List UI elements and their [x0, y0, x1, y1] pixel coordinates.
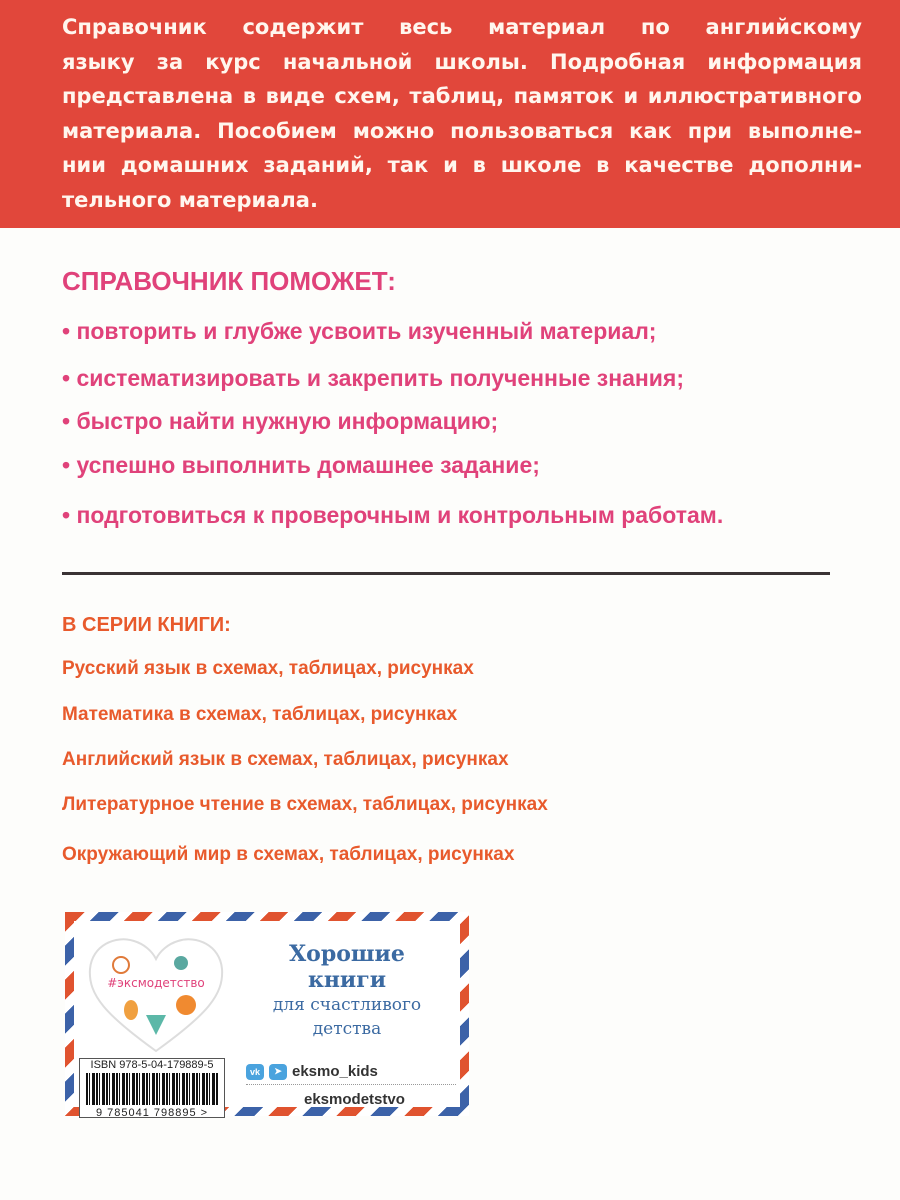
helps-item: • быстро найти нужную информацию; — [62, 408, 499, 434]
intro-line: представлена в виде схем, таблиц, памяток и иллюстративного — [62, 84, 862, 109]
series-item: Окружающий мир в схемах, таблицах, рисунках — [62, 844, 515, 865]
intro-line: тельного материала. — [62, 187, 318, 212]
barcode-digits: 9 785041 798895 > — [95, 1107, 209, 1119]
helps-item: • повторить и глубже усвоить изученный материал; — [62, 318, 657, 344]
intro-line: нии домашних заданий, так и в школе в качестве дополни- — [62, 153, 862, 178]
series-heading: В СЕРИИ КНИГИ: — [62, 614, 231, 636]
series-item: Математика в схемах, таблицах, рисунках — [62, 704, 458, 725]
isbn-text: ISBN 978-5-04-179889-5 — [90, 1059, 214, 1071]
series-item: Литературное чтение в схемах, таблицах, рисунках — [62, 794, 548, 815]
vk-icon: vk — [246, 1064, 264, 1080]
barcode — [86, 1073, 218, 1105]
helps-heading: СПРАВОЧНИК ПОМОЖЕТ: — [62, 266, 396, 296]
social-links — [246, 1061, 456, 1108]
intro-line: Справочник содержит весь материал по английскому — [62, 15, 862, 39]
intro-text — [62, 10, 862, 218]
intro-line: языку за курс начальной школы. Подробная информация — [62, 49, 862, 74]
slogan — [236, 941, 458, 1041]
series-item: Английский язык в схемах, таблицах, рисунках — [62, 749, 509, 770]
helps-item: • систематизировать и закрепить полученные знания; — [62, 365, 684, 391]
slogan-line: Хорошие — [289, 941, 405, 967]
helps-item: • подготовиться к проверочным и контрольным работам. — [62, 502, 724, 528]
social-handle: eksmo_kids — [292, 1063, 378, 1080]
slogan-line: детства — [312, 1019, 382, 1039]
telegram-icon: ➤ — [269, 1064, 287, 1080]
intro-line: материала. Пособием можно пользоваться как при выполне- — [62, 118, 862, 143]
airmail-card — [65, 912, 469, 1119]
slogan-line: книги — [307, 967, 387, 993]
series-item: Русский язык в схемах, таблицах, рисунках — [62, 658, 474, 679]
svg-text:#эксмодетство: #эксмодетство — [107, 976, 205, 990]
social-handle: eksmodetstvo — [304, 1091, 405, 1108]
helps-item: • успешно выполнить домашнее задание; — [62, 452, 540, 478]
slogan-line: для счастливого — [272, 995, 422, 1015]
heart-logo-icon — [86, 935, 226, 1055]
isbn-barcode — [79, 1058, 225, 1118]
divider — [62, 572, 830, 575]
